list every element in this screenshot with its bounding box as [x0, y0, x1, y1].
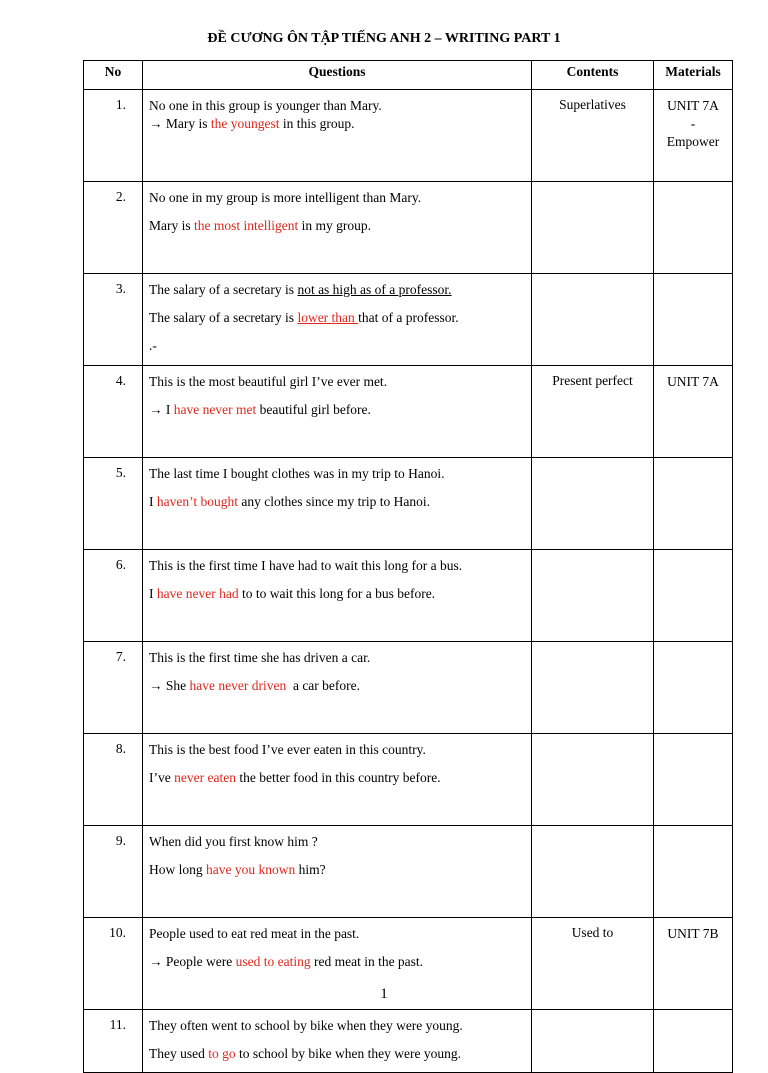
sentence-text: The salary of a secretary is	[149, 310, 298, 325]
questions-table	[83, 60, 733, 1073]
sentence-text: any clothes since my trip to Hanoi.	[238, 494, 430, 509]
materials-cell	[654, 642, 733, 734]
materials-line: UNIT 7B	[667, 926, 719, 941]
question-cell	[143, 90, 532, 182]
question-cell	[143, 1010, 532, 1073]
sentence-text: to to wait this long for a bus before.	[238, 586, 436, 601]
answer-text: have never met	[173, 402, 257, 417]
header-no: No	[84, 61, 143, 90]
table-row	[84, 274, 733, 366]
sentence-text: I’ve	[149, 770, 175, 785]
row-number: 6.	[84, 550, 143, 642]
answer-text: never eaten	[174, 770, 236, 785]
materials-cell	[654, 550, 733, 642]
sentence-text: → I	[149, 402, 174, 417]
sentence-text: I	[149, 494, 157, 509]
question-cell	[143, 182, 532, 274]
table-row	[84, 826, 733, 918]
underlined-text: not as high as of a professor.	[297, 282, 452, 297]
question-cell	[143, 826, 532, 918]
rewritten-sentence	[149, 769, 525, 787]
sentence-text: beautiful girl before.	[256, 402, 371, 417]
materials-line: UNIT 7A	[667, 374, 719, 389]
question-cell	[143, 458, 532, 550]
materials-cell	[654, 366, 733, 458]
answer-text: to go	[208, 1046, 236, 1061]
materials-cell	[654, 734, 733, 826]
rewritten-sentence	[149, 677, 525, 695]
materials-cell	[654, 1010, 733, 1073]
answer-text: have never driven	[189, 678, 287, 693]
materials-cell	[654, 274, 733, 366]
table-row	[84, 366, 733, 458]
answer-text: have never had	[156, 586, 239, 601]
materials-line: UNIT 7A	[667, 98, 719, 113]
sentence-text: They used	[149, 1046, 209, 1061]
sentence-text: I	[149, 586, 157, 601]
table-row	[84, 458, 733, 550]
original-sentence: The last time I bought clothes was in my trip to Hanoi.	[149, 466, 445, 481]
page-number: 1	[380, 986, 388, 1002]
answer-text: the most intelligent	[194, 218, 299, 233]
rewritten-sentence	[149, 861, 525, 879]
row-number: 7.	[84, 642, 143, 734]
row-number: 2.	[84, 182, 143, 274]
header-questions: Questions	[143, 61, 532, 90]
row-number: 4.	[84, 366, 143, 458]
contents-cell	[532, 1010, 654, 1073]
answer-text: haven’t bought	[156, 494, 238, 509]
sentence-text: the better food in this country before.	[235, 770, 441, 785]
answer-text: lower than	[297, 310, 359, 325]
original-sentence: This is the first time I have had to wait this long for a bus.	[149, 558, 463, 573]
sentence-text: → She	[149, 678, 190, 693]
sentence-text: Mary is	[149, 218, 194, 233]
question-cell	[143, 642, 532, 734]
rewritten-sentence	[149, 953, 525, 971]
rewritten-sentence	[149, 217, 525, 235]
answer-text: used to eating	[235, 954, 311, 969]
rewritten-sentence	[149, 1045, 525, 1063]
contents-cell	[532, 734, 654, 826]
question-cell	[143, 366, 532, 458]
table-header-row	[84, 61, 733, 90]
rewritten-sentence	[149, 309, 525, 327]
contents-cell	[532, 642, 654, 734]
table-row	[84, 90, 733, 182]
sentence-text: How long	[149, 862, 206, 877]
table-row	[84, 1010, 733, 1073]
answer-text: have you known	[206, 862, 296, 877]
original-sentence: They often went to school by bike when they were young.	[149, 1018, 463, 1033]
original-sentence: People used to eat red meat in the past.	[149, 926, 360, 941]
materials-cell	[654, 182, 733, 274]
sentence-text: to school by bike when they were young.	[235, 1046, 461, 1061]
contents-cell: Superlatives	[532, 90, 654, 182]
row-number: 8.	[84, 734, 143, 826]
rewritten-sentence	[149, 585, 525, 603]
header-materials: Materials	[654, 61, 733, 90]
sentence-text: red meat in the past.	[310, 954, 424, 969]
materials-cell	[654, 90, 733, 182]
rewritten-sentence	[149, 401, 525, 419]
original-sentence: No one in my group is more intelligent than Mary.	[149, 190, 422, 205]
document-title: ĐỀ CƯƠNG ÔN TẬP TIẾNG ANH 2 – WRITING PART 1	[207, 31, 561, 46]
contents-cell: Present perfect	[532, 366, 654, 458]
rewritten-sentence	[149, 115, 525, 133]
row-number: 3.	[84, 274, 143, 366]
question-cell	[143, 550, 532, 642]
materials-cell	[654, 458, 733, 550]
row-number: 9.	[84, 826, 143, 918]
original-sentence	[149, 281, 525, 299]
materials-cell	[654, 826, 733, 918]
sentence-text: → People were	[149, 954, 236, 969]
table-row	[84, 182, 733, 274]
row-number: 11.	[84, 1010, 143, 1073]
original-sentence: This is the most beautiful girl I’ve ever met.	[149, 374, 388, 389]
original-sentence: This is the first time she has driven a car.	[149, 650, 371, 665]
sentence-text: in my group.	[298, 218, 371, 233]
original-sentence: When did you first know him ?	[149, 834, 318, 849]
answer-text: the youngest	[210, 116, 280, 131]
table-row	[84, 734, 733, 826]
sentence-text: in this group.	[279, 116, 355, 131]
contents-cell	[532, 274, 654, 366]
contents-cell	[532, 550, 654, 642]
sentence-text: a car before.	[286, 678, 361, 693]
rewritten-sentence	[149, 493, 525, 511]
row-number: 5.	[84, 458, 143, 550]
sentence-text: that of a professor.	[358, 310, 459, 325]
contents-cell: Used to	[532, 918, 654, 1010]
sentence-text: him?	[295, 862, 326, 877]
table-row	[84, 550, 733, 642]
materials-line: Empower	[666, 134, 720, 149]
question-cell	[143, 734, 532, 826]
question-cell	[143, 274, 532, 366]
contents-cell	[532, 826, 654, 918]
original-sentence: This is the best food I’ve ever eaten in this country.	[149, 742, 426, 757]
contents-cell	[532, 458, 654, 550]
sentence-text: The salary of a secretary is	[149, 282, 298, 297]
stray-mark: .-	[149, 338, 157, 353]
table-row	[84, 642, 733, 734]
materials-line: -	[690, 116, 696, 131]
original-sentence: No one in this group is younger than Mary.	[149, 98, 382, 113]
row-number: 1.	[84, 90, 143, 182]
sentence-text: → Mary is	[149, 116, 211, 131]
contents-cell	[532, 182, 654, 274]
header-contents: Contents	[532, 61, 654, 90]
row-number: 10.	[84, 918, 143, 1010]
